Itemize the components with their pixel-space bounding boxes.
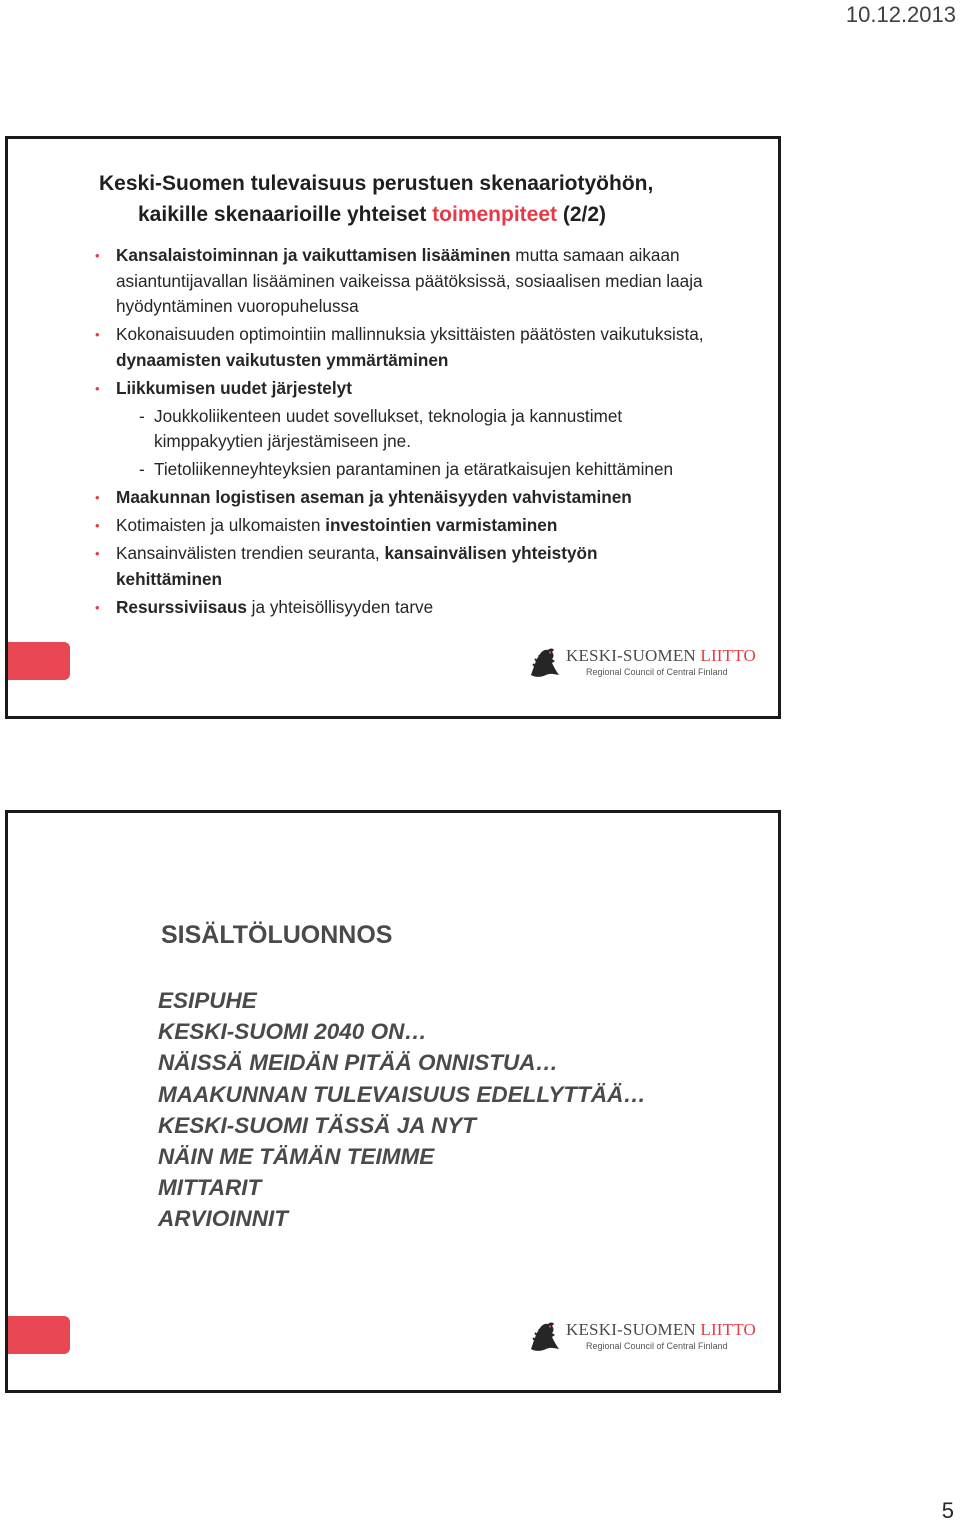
title-line-2-suffix: (2/2) (557, 203, 607, 226)
dash-icon: - (139, 405, 145, 426)
list-item (8, 513, 708, 539)
list-item (8, 376, 708, 402)
logo-name-part-2: LIITTO (700, 646, 757, 665)
slide-accent-tab (8, 1316, 70, 1354)
dash-icon: - (139, 459, 145, 479)
page-date: 10.12.2013 (845, 2, 956, 27)
bullet-text: Kokonaisuuden optimointiin mallinnuksia yksittäisten päätösten vaikutuksista, (116, 324, 704, 344)
contents-item: ESIPUHE (158, 988, 257, 1013)
bullet-bold-text: Maakunnan logistisen aseman ja yhtenäisyyden vahvistaminen (116, 487, 632, 507)
list-item (8, 485, 708, 511)
bullet-icon: • (95, 599, 100, 615)
sub-list-item (8, 404, 708, 455)
logo-name-part-2: LIITTO (700, 1320, 757, 1339)
bullet-icon: • (95, 327, 100, 342)
title-line-2 (8, 199, 778, 230)
logo-name (566, 1320, 756, 1340)
bullet-bold-text: kansainvälisen yhteistyön kehittäminen (116, 543, 598, 589)
bird-emblem-icon (528, 645, 562, 681)
bullet-icon: • (95, 490, 100, 505)
slide-1 (5, 136, 781, 719)
contents-item: NÄISSÄ MEIDÄN PITÄÄ ONNISTUA… (158, 1050, 559, 1076)
sub-item-text: Joukkoliikenteen uudet sovellukset, teknologia ja kannustimet kimppakyytien järjestämiseen jne. (154, 405, 623, 451)
bullet-text: Kotimaisten ja ulkomaisten (116, 515, 326, 535)
contents-item: KESKI-SUOMI TÄSSÄ JA NYT (158, 1112, 476, 1138)
organization-logo (528, 645, 757, 681)
slide-2 (5, 810, 781, 1393)
logo-name-part-1: KESKI-SUOMEN (566, 1320, 701, 1339)
bullet-icon: • (95, 248, 100, 263)
logo-subtitle: Regional Council of Central Finland (586, 1341, 728, 1351)
bullet-icon: • (95, 546, 100, 561)
contents-item: ARVIOINNIT (158, 1206, 289, 1232)
contents-item: NÄIN ME TÄMÄN TEIMME (158, 1144, 435, 1170)
page-number: 5 (941, 1498, 954, 1523)
bullet-list (8, 243, 708, 623)
contents-list (158, 985, 646, 1235)
logo-name-part-1: KESKI-SUOMEN (566, 646, 701, 665)
list-item (8, 541, 708, 592)
bullet-text: mutta samaan aikaan asiantuntijavallan lisääminen vaikeissa päätöksissä, sosiaalisen median laaja hyödyntäminen vuoropuhelussa (116, 245, 703, 316)
organization-logo (528, 1319, 757, 1355)
bullet-bold-text: dynaamisten vaikutusten ymmärtäminen (116, 349, 449, 370)
bullet-text: Kansainvälisten trendien seuranta, (116, 543, 385, 563)
list-item (8, 243, 708, 320)
contents-item: MITTARIT (158, 1175, 262, 1201)
sub-list-item (8, 457, 708, 483)
bird-emblem-icon (528, 1319, 562, 1355)
slide-2-title: SISÄLTÖLUONNOS (161, 921, 393, 949)
bullet-bold-text: Resurssiviisaus (116, 596, 247, 617)
sub-item-text: Tietoliikenneyhteyksien parantaminen ja etäratkaisujen kehittäminen (154, 459, 674, 479)
bullet-bold-text: Kansalaistoiminnan ja vaikuttamisen lisääminen (116, 245, 511, 265)
title-accent-word: toimenpiteet (432, 203, 558, 226)
contents-item: KESKI-SUOMI 2040 ON… (158, 1019, 427, 1045)
bullet-bold-text: Liikkumisen uudet järjestelyt (116, 377, 352, 398)
slide-accent-tab (8, 642, 70, 680)
list-item (8, 595, 708, 621)
bullet-icon: • (95, 380, 100, 396)
list-item (8, 322, 708, 373)
slide-1-title (8, 168, 778, 230)
bullet-text: ja yhteisöllisyyden tarve (246, 596, 434, 617)
bullet-icon: • (95, 518, 100, 533)
logo-name (566, 646, 756, 666)
contents-item: MAAKUNNAN TULEVAISUUS EDELLYTTÄÄ… (158, 1081, 646, 1107)
title-line-1: Keski-Suomen tulevaisuus perustuen skenaariotyöhön, (99, 172, 654, 195)
title-line-2-prefix: kaikille skenaarioille yhteiset (138, 203, 433, 226)
logo-subtitle: Regional Council of Central Finland (586, 667, 728, 677)
bullet-bold-text: investointien varmistaminen (325, 515, 558, 535)
